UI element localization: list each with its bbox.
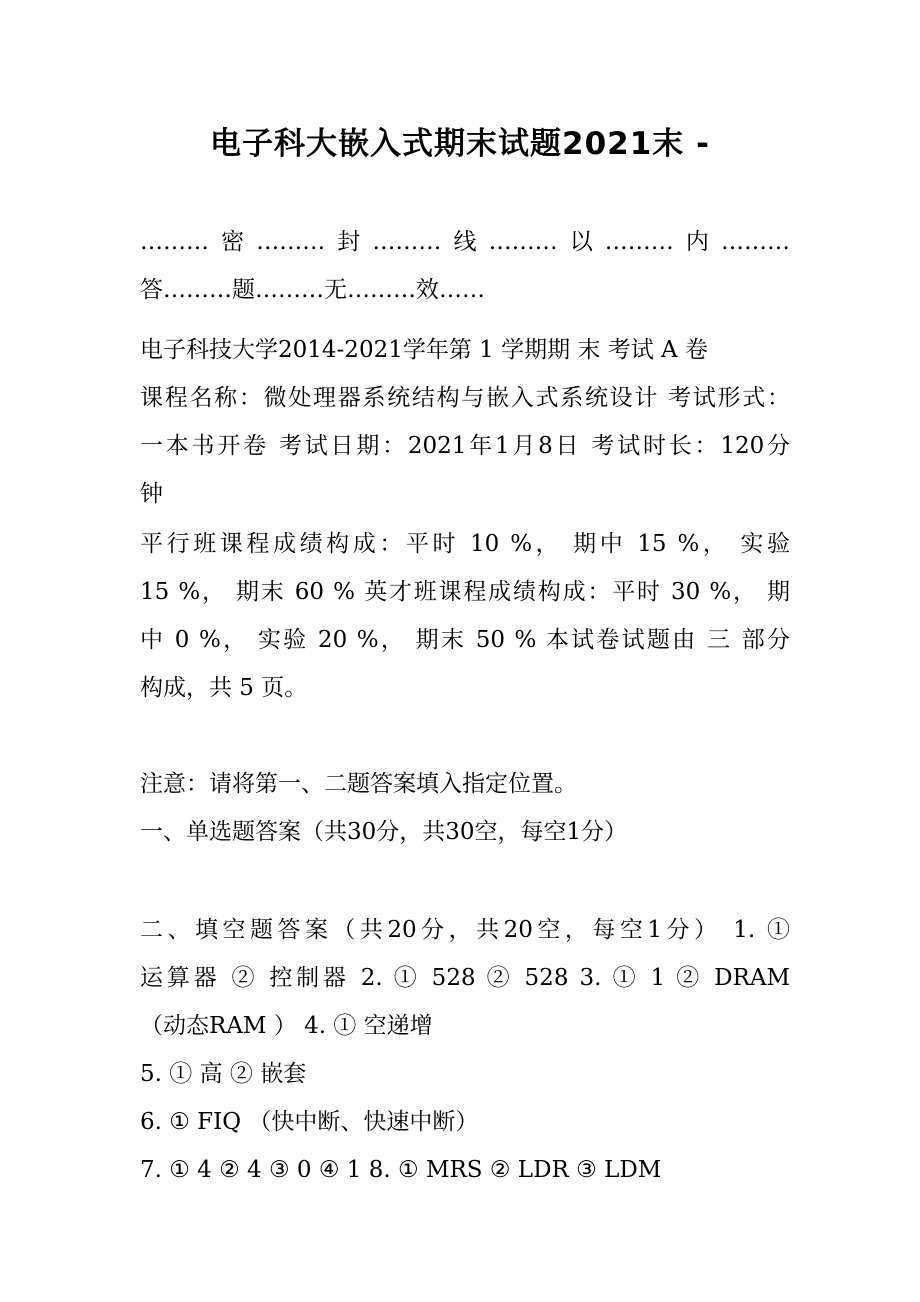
grading-line: 构成，共 5 页。 (140, 675, 308, 701)
exam-header-line: 一本书开卷 考试日期：2021年1月8日 考试时长：120分 (140, 433, 790, 459)
section-two-line: 6. ① FIQ （快中断、快速中断） (140, 1109, 479, 1135)
grading-line: 中 0 %， 实验 20 %， 期末 50 % 本试卷试题由 三 部分 (140, 627, 790, 653)
grading-info (140, 520, 790, 712)
exam-header (140, 326, 790, 518)
exam-header-line: 电子科技大学2014-2021学年第 1 学期期 末 考试 A 卷 (140, 337, 708, 363)
section-two (140, 906, 790, 1194)
section-two-line: 7. ① 4 ② 4 ③ 0 ④ 1 8. ① MRS ② LDR ③ LDM (140, 1157, 662, 1183)
grading-line: 15 %， 期末 60 % 英才班课程成绩构成：平时 30 %， 期 (140, 579, 790, 605)
binding-line: ………密………封………线………以………内……… (140, 229, 790, 255)
section-two-line: 5. ① 高 ② 嵌套 (140, 1061, 307, 1087)
section-two-line: 二、填空题答案（共20分，共20空，每空1分） 1. ① (140, 917, 790, 943)
notice-block (140, 760, 790, 856)
binding-line: 答………题………无………效…… (140, 277, 485, 303)
exam-header-line: 钟 (140, 481, 163, 507)
binding-notice (140, 218, 790, 314)
grading-line: 平行班课程成绩构成：平时 10 %， 期中 15 %， 实验 (140, 531, 790, 557)
document-title: 电子科大嵌入式期末试题2021末 - (210, 126, 710, 162)
section-two-line: 运算器 ② 控制器 2. ① 528 ② 528 3. ① 1 ② DRAM (140, 965, 790, 991)
section-two-line: （动态RAM ） 4. ① 空递增 (140, 1013, 433, 1039)
section-one-heading: 一、单选题答案（共30分，共30空，每空1分） (140, 819, 628, 845)
notice-text: 注意：请将第一、二题答案填入指定位置。 (140, 771, 577, 797)
exam-header-line: 课程名称：微处理器系统结构与嵌入式系统设计 考试形式： (140, 385, 790, 411)
